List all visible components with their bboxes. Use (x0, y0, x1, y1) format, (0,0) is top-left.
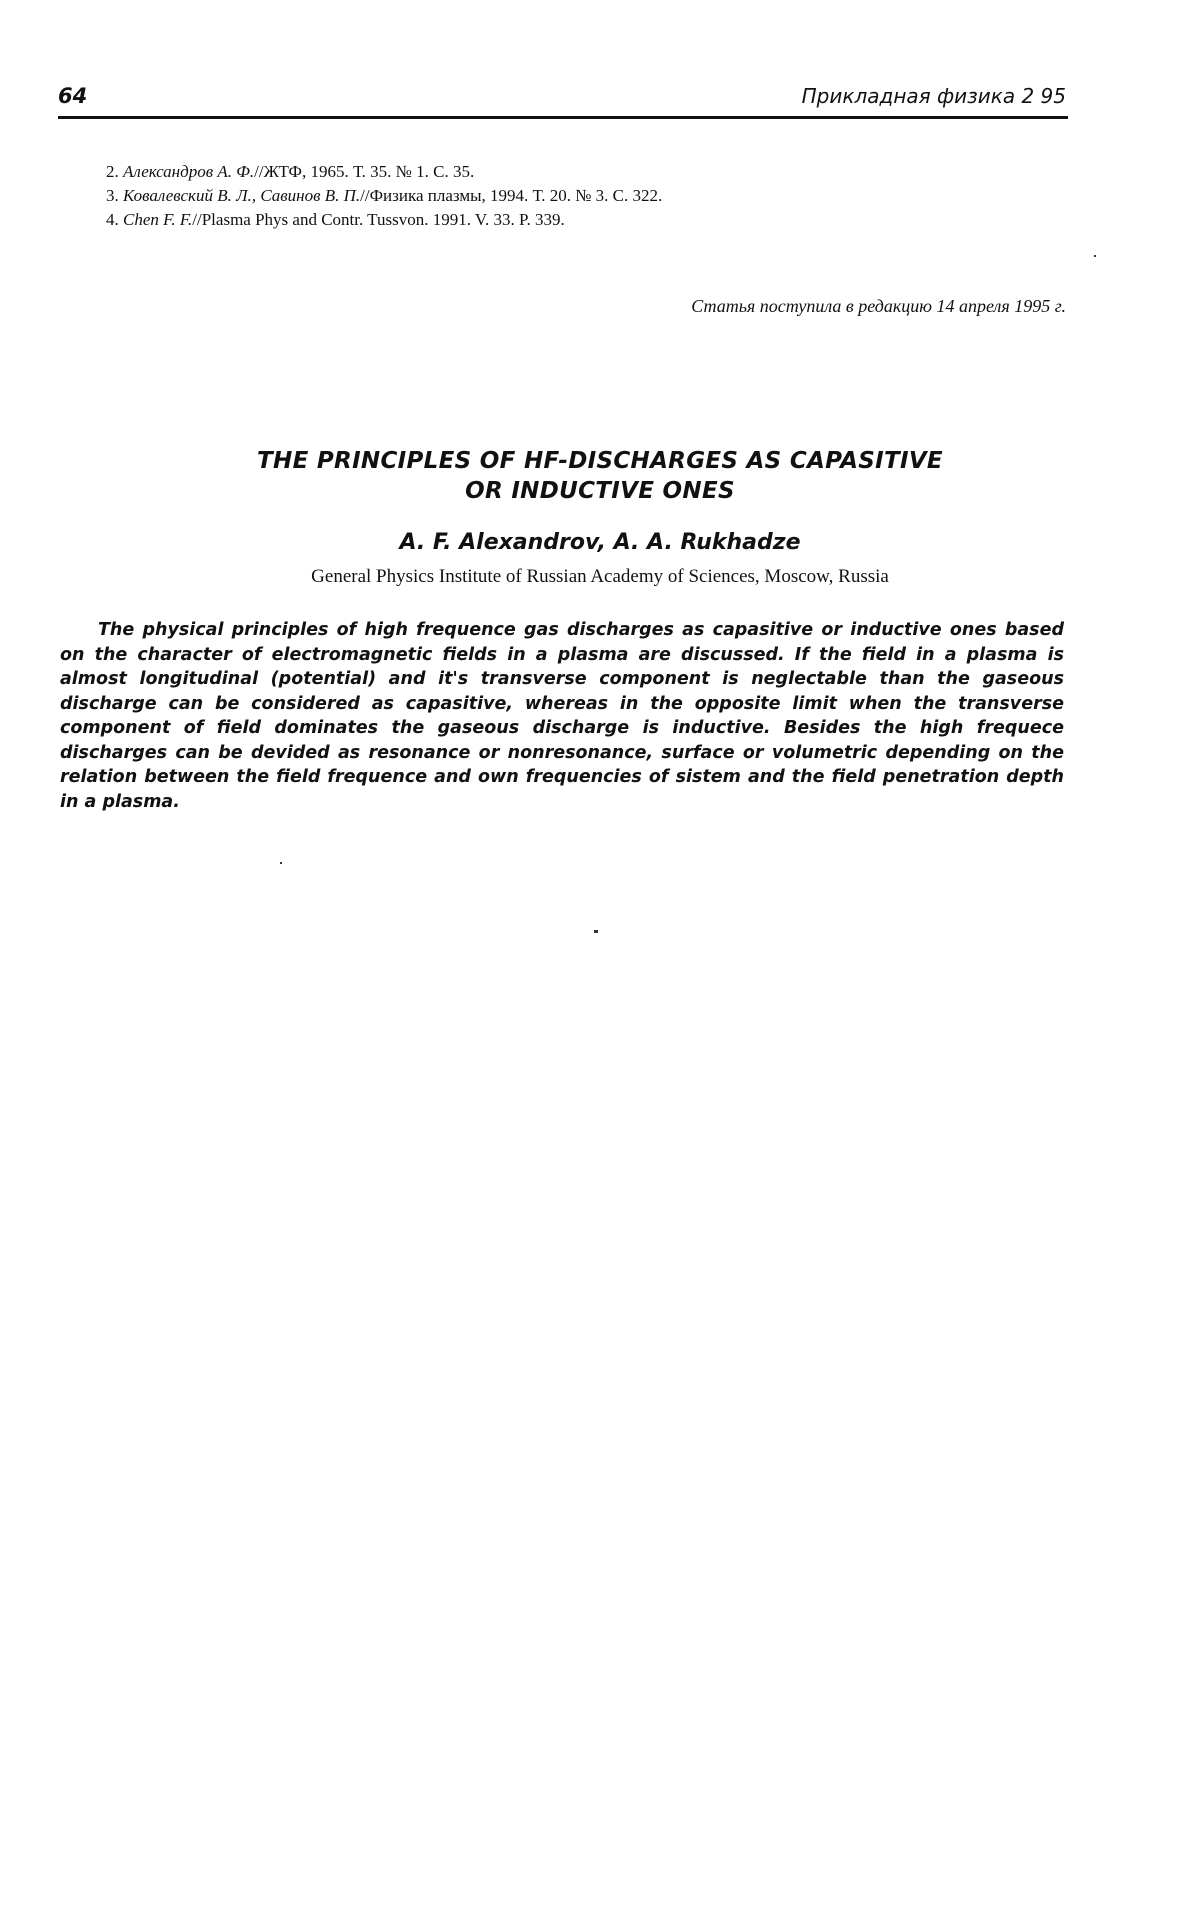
reference-source: //ЖТФ, 1965. Т. 35. № 1. С. 35. (254, 162, 475, 181)
scan-speck (280, 862, 282, 864)
reference-number: 3. (106, 186, 123, 205)
article-title (100, 446, 1100, 506)
reference-authors: Ковалевский В. Л., Савинов В. П. (123, 186, 361, 205)
article-authors: A. F. Alexandrov, A. A. Rukhadze (399, 530, 801, 555)
scan-speck (594, 930, 598, 933)
running-head: Прикладная физика 2 95 (801, 84, 1066, 108)
reference-number: 2. (106, 162, 123, 181)
reference-source: //Физика плазмы, 1994. Т. 20. № 3. С. 322. (360, 186, 663, 205)
reference-number: 4. (106, 210, 123, 229)
article-title-line: THE PRINCIPLES OF HF-DISCHARGES AS CAPASITIVE (257, 448, 943, 474)
reference-authors: Александров А. Ф. (123, 162, 255, 181)
scan-speck (1094, 255, 1096, 257)
page-number: 64 (58, 84, 88, 108)
reference-list (106, 160, 1006, 232)
reference-source: //Plasma Phys and Contr. Tussvon. 1991. V. 33. P. 339. (192, 210, 565, 229)
reference-authors: Chen F. F. (123, 210, 193, 229)
article-title-line: OR INDUCTIVE ONES (465, 478, 735, 504)
received-date-note: Статья поступила в редакцию 14 апреля 1995 г. (691, 296, 1066, 316)
article-abstract: The physical principles of high frequence gas discharges as capasitive or inductive ones based on the character of electromagnetic fields in a plasma are discussed. If the field in a plasma is almost longitudinal (potential) and it's transverse component is neglectable than the gaseous discharge can be considered as capasitive, whereas in the opposite limit when the transverse component of field dominates the gaseous discharge is inductive. Besides the high frequece discharges can be devided as resonance or nonresonance, surface or volumetric depending on the relation between the field frequence and own frequencies of sistem and the field penetration depth in a plasma. (60, 620, 1064, 812)
header-rule (58, 116, 1068, 119)
reference-item (106, 184, 1006, 208)
reference-item (106, 208, 1006, 232)
page-header (58, 84, 1066, 118)
article-affiliation: General Physics Institute of Russian Academy of Sciences, Moscow, Russia (311, 566, 889, 587)
reference-item (106, 160, 1006, 184)
